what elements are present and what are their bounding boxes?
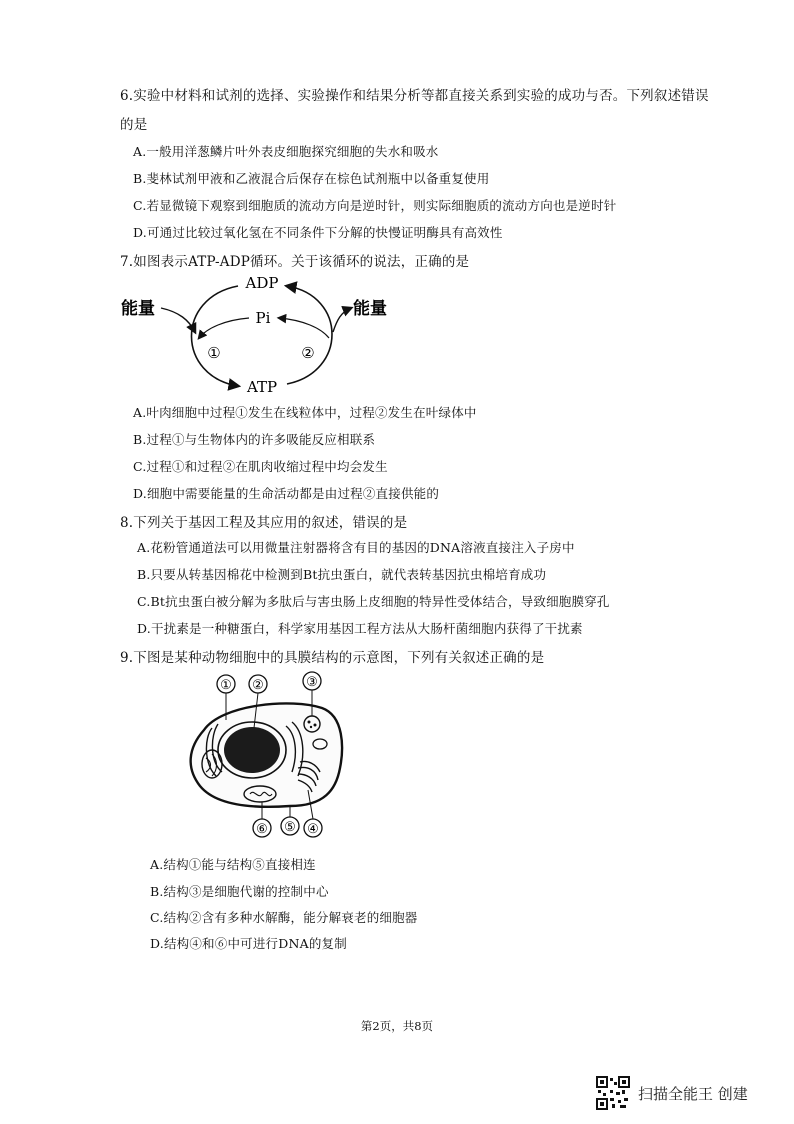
q9-option-d: D.结构④和⑥中可进行DNA的复制	[150, 936, 347, 951]
q7-option-a: A.叶肉细胞中过程①发生在线粒体中，过程②发生在叶绿体中	[133, 405, 477, 420]
svg-text:⑥: ⑥	[256, 822, 268, 837]
q8-option-b: B.只要从转基因棉花中检测到Bt抗虫蛋白，就代表转基因抗虫棉培育成功	[137, 567, 547, 582]
q9-option-c: C.结构②含有多种水解酶，能分解衰老的细胞器	[150, 910, 418, 925]
q8-option-d: D.干扰素是一种糖蛋白，科学家用基因工程方法从大肠杆菌细胞内获得了干扰素	[137, 621, 583, 636]
energy-right-label: 能量	[353, 299, 387, 319]
pi-label: Pi	[255, 309, 271, 327]
process-2-label: ②	[301, 344, 315, 362]
svg-text:③: ③	[306, 675, 318, 690]
cell-label-2	[249, 675, 267, 693]
q6-option-c: C.若显微镜下观察到细胞质的流动方向是逆时针，则实际细胞质的流动方向也是逆时针	[133, 198, 617, 213]
atp-label: ATP	[246, 378, 278, 396]
energy-left-label: 能量	[121, 299, 155, 319]
cell-label-4	[304, 819, 322, 837]
atp-adp-cycle-diagram	[115, 268, 415, 398]
nucleus-interior	[224, 727, 280, 773]
q6-stem-line1: 6.实验中材料和试剂的选择、实验操作和结果分析等都直接关系到实验的成功与否。下列叙述错误	[120, 88, 709, 104]
qr-code-icon	[596, 1076, 630, 1110]
svg-text:②: ②	[252, 678, 264, 693]
q6-stem-line2: 的是	[120, 117, 148, 133]
scanner-watermark	[596, 1076, 748, 1110]
q8-option-a: A.花粉管通道法可以用微量注射器将含有目的基因的DNA溶液直接注入子房中	[137, 540, 575, 555]
watermark-text: 扫描全能王 创建	[638, 1084, 748, 1103]
adp-label: ADP	[245, 274, 279, 292]
pi-in-arrow	[199, 318, 249, 338]
q7-stem: 7.如图表示ATP-ADP循环。关于该循环的说法，正确的是	[120, 254, 470, 270]
svg-text:⑤: ⑤	[284, 820, 296, 835]
q8-option-c: C.Bt抗虫蛋白被分解为多肽后与害虫肠上皮细胞的特异性受体结合，导致细胞膜穿孔	[137, 594, 610, 609]
q9-stem: 9.下图是某种动物细胞中的具膜结构的示意图，下列有关叙述正确的是	[120, 650, 545, 666]
svg-text:①: ①	[220, 678, 232, 693]
q9-option-a: A.结构①能与结构⑤直接相连	[150, 857, 316, 872]
animal-cell-diagram	[182, 668, 352, 843]
cell-label-1	[217, 675, 235, 693]
q9-option-b: B.结构③是细胞代谢的控制中心	[150, 884, 329, 899]
process-2-arrow	[287, 286, 332, 384]
page-number: 第2页，共8页	[360, 1019, 434, 1033]
pi-out-arrow	[279, 318, 329, 338]
cell-label-6	[253, 819, 271, 837]
q7-option-b: B.过程①与生物体内的许多吸能反应相联系	[133, 432, 376, 447]
q6-option-d: D.可通过比较过氧化氢在不同条件下分解的快慢证明酶具有高效性	[133, 225, 503, 240]
q7-option-c: C.过程①和过程②在肌肉收缩过程中均会发生	[133, 459, 388, 474]
cell-label-5	[281, 817, 299, 835]
q8-stem: 8.下列关于基因工程及其应用的叙述，错误的是	[120, 515, 408, 531]
process-1-label: ①	[207, 344, 221, 362]
q7-option-d: D.细胞中需要能量的生命活动都是由过程②直接供能的	[133, 486, 440, 501]
energy-out-arrow	[333, 308, 351, 332]
cell-label-3	[303, 672, 321, 690]
q6-option-a: A.一般用洋葱鳞片叶外表皮细胞探究细胞的失水和吸水	[133, 144, 439, 159]
q6-option-b: B.斐林试剂甲液和乙液混合后保存在棕色试剂瓶中以备重复使用	[133, 171, 490, 186]
svg-text:④: ④	[307, 822, 319, 837]
process-1-arrow	[191, 286, 238, 386]
energy-in-arrow	[161, 308, 195, 332]
